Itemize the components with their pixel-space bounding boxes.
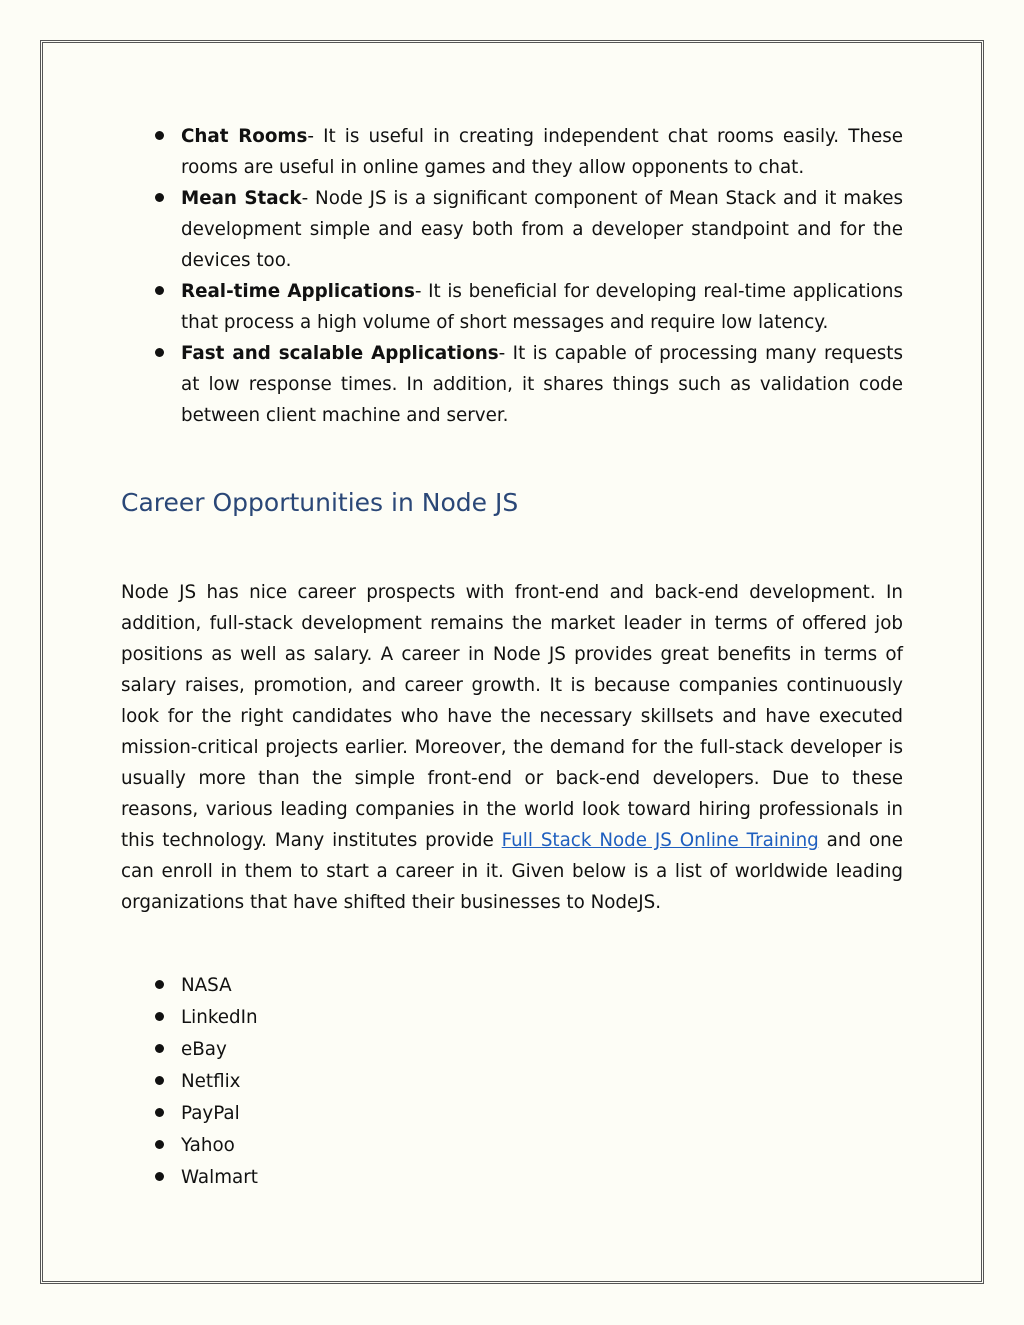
training-link[interactable]: Full Stack Node JS Online Training — [501, 830, 819, 851]
bullet-icon — [155, 286, 164, 295]
company-list — [121, 970, 903, 1194]
list-item — [121, 183, 903, 276]
list-item — [121, 1066, 903, 1098]
list-item — [121, 1098, 903, 1130]
bullet-icon — [155, 980, 164, 989]
company-name: LinkedIn — [181, 1007, 258, 1028]
paragraph-text-after-link: and one can enroll in them to start a career in it. Given below is a list of worldwide leading organizations that have shifted their businesses to NodeJS. — [121, 830, 903, 913]
company-name: Yahoo — [181, 1135, 235, 1156]
bullet-icon — [155, 1076, 164, 1085]
bullet-icon — [155, 1044, 164, 1053]
bullet-icon — [155, 1012, 164, 1021]
feature-term: Fast and scalable Applications — [181, 343, 499, 364]
list-item — [121, 1002, 903, 1034]
list-item — [121, 338, 903, 431]
bullet-icon — [155, 131, 164, 140]
list-item — [121, 1162, 903, 1194]
bullet-icon — [155, 193, 164, 202]
feature-term: Mean Stack — [181, 188, 302, 209]
list-item — [121, 121, 903, 183]
feature-description: - It is beneficial for developing real-time applications that process a high volume of short messages and require low latency. — [181, 281, 903, 333]
company-name: PayPal — [181, 1103, 240, 1124]
company-name: Netflix — [181, 1071, 241, 1092]
feature-description: - Node JS is a significant component of Mean Stack and it makes development simple and easy both from a developer standpoint and for the devices too. — [181, 188, 903, 271]
list-item — [121, 1034, 903, 1066]
feature-description: - It is capable of processing many requests at low response times. In addition, it shares things such as validation code between client machine and server. — [181, 343, 903, 426]
paragraph-text-before-link: Node JS has nice career prospects with front-end and back-end development. In addition, full-stack development remains the market leader in terms of offered job positions as well as salary. A career in Node JS provides great benefits in terms of salary raises, promotion, and career growth. It is because companies continuously look for the right candidates who have the necessary skillsets and have executed mission-critical projects earlier. Moreover, the demand for the full-stack developer is usually more than the simple front-end or back-end developers. Due to these reasons, various leading companies in the world look toward hiring professionals in this technology. Many institutes provide — [121, 582, 903, 851]
list-item — [121, 1130, 903, 1162]
feature-list — [121, 121, 903, 431]
list-item — [121, 970, 903, 1002]
document-content — [121, 121, 903, 1194]
section-heading: Career Opportunities in Node JS — [121, 488, 519, 517]
company-name: NASA — [181, 975, 232, 996]
feature-term: Real-time Applications — [181, 281, 415, 302]
bullet-icon — [155, 1172, 164, 1181]
company-name: Walmart — [181, 1167, 258, 1188]
bullet-icon — [155, 1108, 164, 1117]
company-name: eBay — [181, 1039, 227, 1060]
list-item — [121, 276, 903, 338]
career-paragraph — [121, 577, 903, 918]
feature-term: Chat Rooms — [181, 126, 308, 147]
bullet-icon — [155, 348, 164, 357]
feature-description: - It is useful in creating independent chat rooms easily. These rooms are useful in online games and they allow opponents to chat. — [181, 126, 903, 178]
bullet-icon — [155, 1140, 164, 1149]
